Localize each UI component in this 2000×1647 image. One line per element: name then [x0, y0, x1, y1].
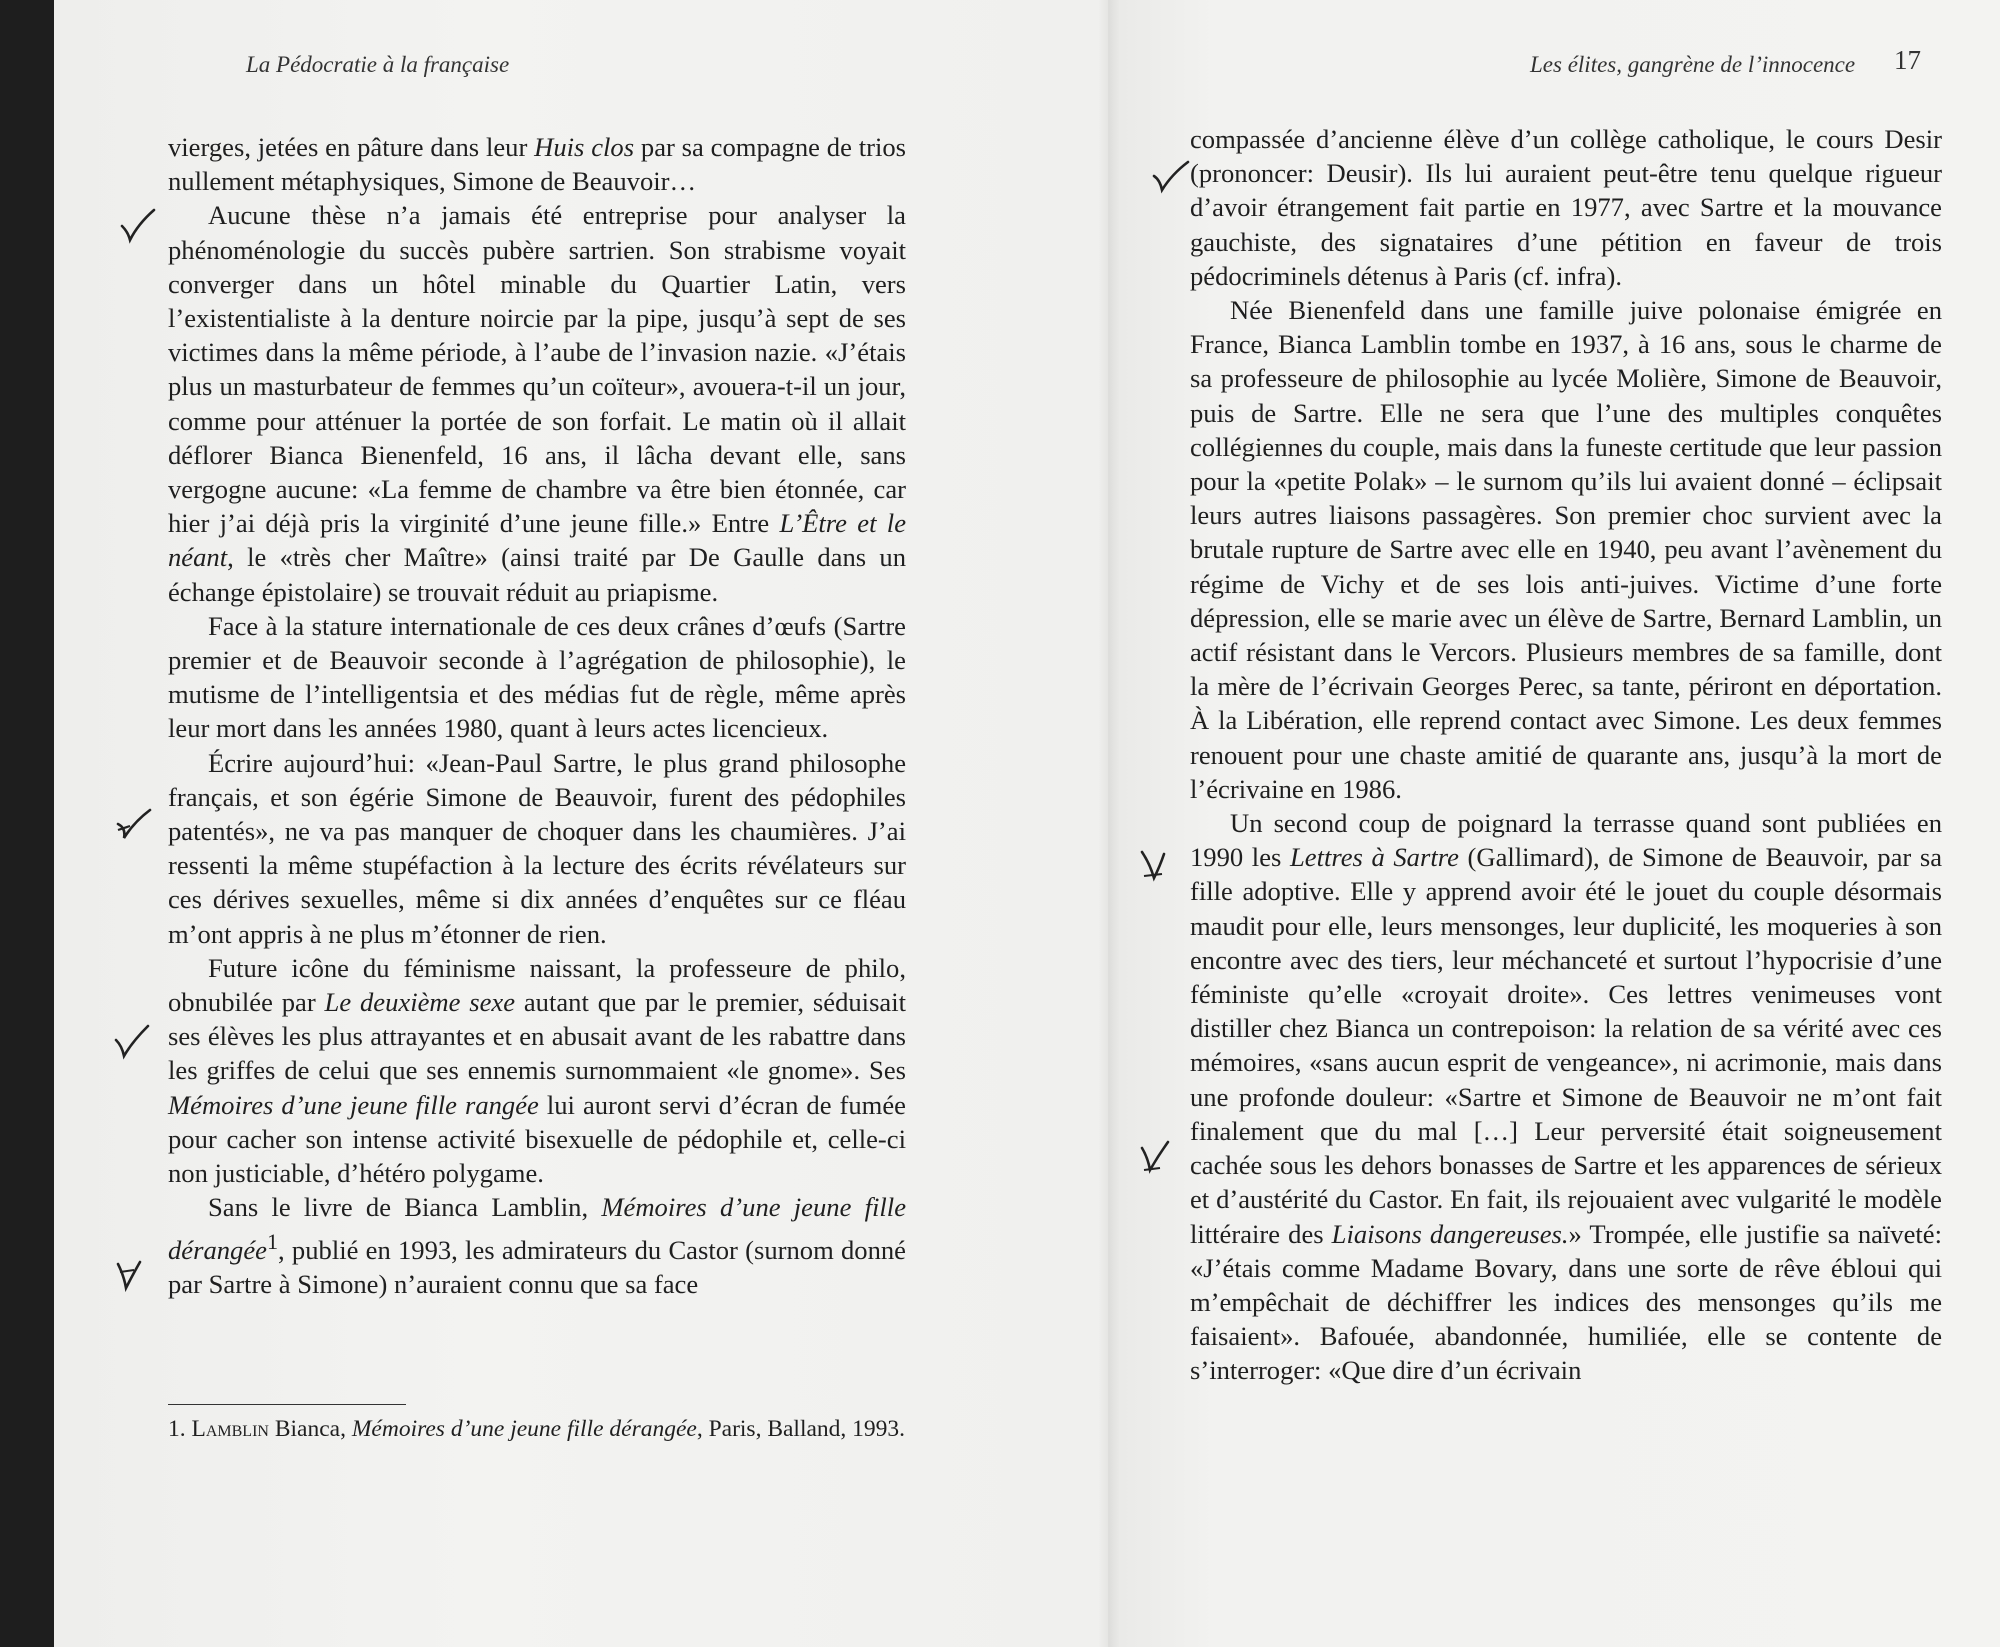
handwritten-checkmark-icon — [1136, 1136, 1172, 1178]
right-running-head: Les élites, gangrène de l’innocence — [1530, 52, 1856, 77]
handwritten-checkmark-icon — [112, 802, 154, 844]
handwritten-checkmark-icon — [110, 1258, 146, 1294]
handwritten-checkmark-icon — [1136, 846, 1170, 886]
left-page-paragraph: Sans le livre de Bianca Lamblin, Mémoires d’une jeune fille dérangée$^1$, publié en 1993, les admirateurs du Castor (surnom donné par Sartre à Simone) n’auraient connu que sa face — [168, 1192, 906, 1299]
left-page-paragraph: Aucune thèse n’a jamais été entreprise pour analyser la phénoménologie du succès pubère sartrien. Son strabisme voyait converger dans un hôtel minable du Quartier Latin, vers l’existentialiste à la denture noircie par la pipe, jusqu’à sept de ses victimes dans la même période, à l’aube de l’invasion nazie. «J’étais plus un masturbateur de femmes qu’un coïteur», avouera-t-il un jour, comme pour atténuer la portée de son forfait. Le matin où il allait déflorer Bianca Bienenfeld, 16 ans, il lâcha devant elle, sans vergogne aucune: «La femme de chambre va être bien étonnée, car hier j’ai déjà pris la virginité d’une jeune fille.» Entre L’Être et le néant, le «très cher Maître» (ainsi traité par De Gaulle dans un échange épistolaire) se trouvait réduit au priapisme. — [168, 200, 907, 607]
right-page-paragraph: Née Bienenfeld dans une famille juive polonaise émigrée en France, Bianca Lamblin tombe en 1937, à 16 ans, sous le charme de sa professeure de philosophie au lycée Molière, Simone de Beauvoir, puis de Sartre. Elle ne sera que l’une des multiples conquêtes collégiennes du couple, mais dans la funeste certitude que leur passion pour la «petite Polak» – le surnom qu’ils lui avaient donné – éclipsait leurs autres liaisons passagères. Son premier choc survient avec la brutale rupture de Sartre avec elle en 1940, peu avant l’avènement du régime de Vichy et de ses lois anti-juives. Victime d’une forte dépression, elle se marie avec un élève de Sartre, Bernard Lamblin, un actif résistant dans le Vercors. Plusieurs membres de sa famille, dont la mère de l’écrivain Georges Perec, sa tante, périront en déportation. À la Libération, elle reprend contact avec Simone. Les deux femmes renouent pour une chaste amitié de quarante ans, jusqu’à la mort de l’écrivaine en 1986. — [1190, 295, 1942, 804]
left-page-paragraph: Écrire aujourd’hui: «Jean-Paul Sartre, le plus grand philosophe français, et son égérie Simone de Beauvoir, furent des pédophiles patentés», ne va pas manquer de choquer dans les chaumières. J’ai ressenti la même stupéfaction à la lecture des écrits révélateurs sur ces dérives sexuelles, même si dix années d’enquêtes sur ce fléau m’ont appris à ne plus m’étonner de rien. — [168, 747, 906, 949]
handwritten-checkmark-icon — [1150, 158, 1192, 194]
left-page-paragraph: Future icône du féminisme naissant, la professeure de philo, obnubilée par Le deuxième sexe autant que par le premier, séduisait ses élèves les plus attrayantes et en abusait avant de les rabattre dans les griffes de celui que ses ennemis surnommaient «le gnome». Ses Mémoires d’une jeune fille rangée lui auront servi d’écran de fumée pour cacher son intense activité bisexuelle de pédophile et, celle-ci non justiciable, d’hétéro polygame. — [168, 952, 906, 1189]
right-page-paragraph: Un second coup de poignard la terrasse quand sont publiées en 1990 les Lettres à Sartre (Gallimard), de Simone de Beauvoir, par sa fille adoptive. Elle y apprend avoir été le jouet du couple désormais maudit pour elle, leurs mensonges, leur duplicité, les moqueries à son encontre avec des tiers, leur méchanceté et surtout l’hypocrisie d’une féministe qu’elle «croyait droite». Ces lettres venimeuses vont distiller chez Bianca un contrepoison: la relation de sa vérité avec ces mémoires, «sans aucun esprit de vengeance», ni acrimonie, mais dans une profonde douleur: «Sartre et Simone de Beauvoir ne m’ont fait finalement que du mal […] Leur perversité était soigneusement cachée sous les dehors bonasses de Sartre et les apparences de sérieux et d’austérité du Castor. En fait, ils rejouaient avec vulgarité le modèle littéraire des Liaisons dangereuses.» Trompée, elle justifie sa naïveté: «J’étais comme Madame Bovary, dans une sorte de rêve ébloui qui m’empêchait de déchiffrer les indices des mensonges qu’ils me faisaient». Bafouée, abandonnée, humiliée, elle se contente de s’interroger: «Que dire d’un écrivain — [1190, 808, 1943, 1386]
footnote: 1. Lamblin Bianca, Mémoires d’une jeune fille dérangée, Paris, Balland, 1993. — [168, 1416, 906, 1442]
right-page-text — [1190, 122, 1942, 1388]
left-page-text — [168, 130, 906, 1301]
left-running-head: La Pédocratie à la française — [246, 52, 510, 77]
page-number: 17 — [1894, 45, 1921, 75]
footnote-rule — [168, 1404, 406, 1405]
handwritten-checkmark-icon — [118, 206, 158, 246]
handwritten-checkmark-icon — [110, 1020, 152, 1062]
scan-edge — [0, 0, 54, 1647]
left-page-paragraph: Face à la stature internationale de ces deux crânes d’œufs (Sartre premier et de Beauvoir seconde à l’agrégation de philosophie), le mutisme de l’intelligentsia et des médias fut de règle, même après leur mort dans les années 1980, quant à leurs actes licencieux. — [168, 610, 906, 744]
book-gutter — [1098, 0, 1120, 1647]
right-page-paragraph: compassée d’ancienne élève d’un collège catholique, le cours Desir (prononcer: Deusir). Ils lui auraient peut-être tenu quelque rigueur d’avoir étrangement fait partie en 1977, avec Sartre et la mouvance gauchiste, des signataires d’une pétition en faveur de trois pédocriminels détenus à Paris (cf. infra). — [1190, 124, 1942, 291]
left-page-paragraph: vierges, jetées en pâture dans leur Huis clos par sa compagne de trios nullement métaphysiques, Simone de Beauvoir… — [168, 132, 907, 197]
